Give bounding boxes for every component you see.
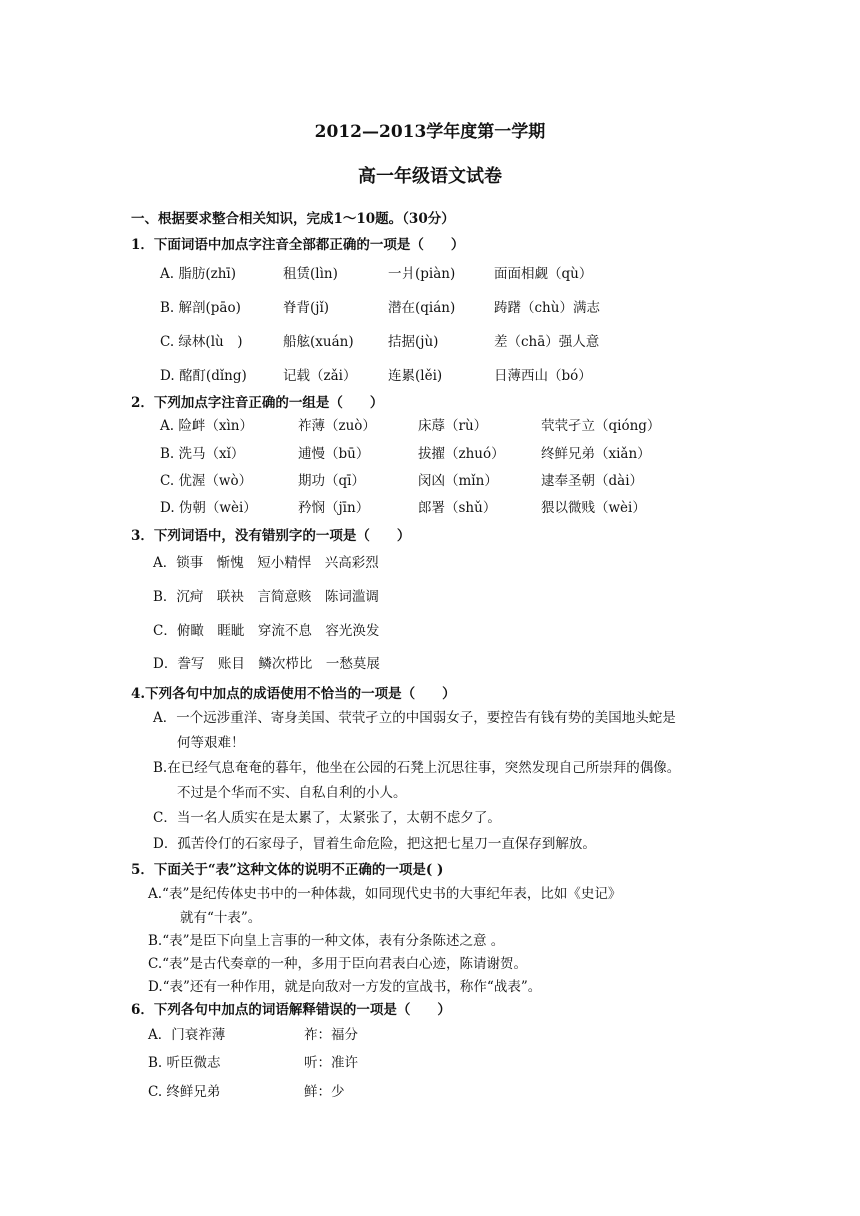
- q1-option-d-4: 日薄西山（bó）: [494, 368, 592, 384]
- q2-option-c-1: C. 优渥（wò）: [160, 473, 253, 489]
- q2-option-c-4: 逮奉圣朝（dài）: [541, 473, 644, 489]
- question-2-stem: 2．下列加点字注音正确的一组是（ ）: [131, 395, 384, 411]
- q3-option-d: D．誊写 账目 鳞次栉比 一愁莫展: [153, 656, 380, 672]
- q1-option-b-2: 脊背(jǐ): [283, 300, 330, 316]
- question-4-stem: 4.下列各句中加点的成语使用不恰当的一项是（ ）: [131, 686, 456, 702]
- q5-option-c: C.“表”是古代奏章的一种，多用于臣向君表白心迹，陈请谢贺。: [148, 956, 527, 972]
- q1-option-c-3: 拮据(jù): [388, 334, 439, 350]
- q1-option-a-2: 租赁(lìn): [283, 266, 338, 282]
- q6-option-b-phrase: B. 听臣微志: [148, 1055, 221, 1071]
- q3-option-b: B．沉疴 联袂 言简意赅 陈词滥调: [153, 589, 379, 605]
- q2-option-d-3: 郎署（shǔ）: [418, 500, 497, 516]
- q1-option-a-1: A. 脂肪(zhī): [160, 266, 236, 282]
- q1-option-b-3: 潜在(qián): [388, 300, 456, 316]
- q5-option-a-cont: 就有“十表”。: [180, 910, 262, 926]
- q1-option-b-4: 踌躇（chù）满志: [494, 300, 600, 316]
- q4-option-c: C．当一名人质实在是太累了，太紧张了，太朝不虑夕了。: [153, 810, 501, 826]
- q4-option-d: D．孤苦伶仃的石家母子，冒着生命危险，把这把七星刀一直保存到解放。: [153, 836, 596, 852]
- q5-option-b: B.“表”是臣下向皇上言事的一种文体，表有分条陈述之意 。: [148, 933, 505, 949]
- exam-title-subject: 高一年级语文试卷: [358, 166, 502, 187]
- q6-option-c-gloss: 鲜：少: [304, 1084, 345, 1100]
- q1-option-c-2: 船舷(xuán): [283, 334, 354, 350]
- q4-option-b-cont: 不过是个华而不实、自私自利的小人。: [177, 785, 407, 801]
- q1-option-a-3: 一爿(piàn): [388, 266, 456, 282]
- q3-option-a: A．锁事 惭愧 短小精悍 兴高彩烈: [153, 555, 379, 571]
- q2-option-d-1: D. 伪朝（wèi）: [160, 500, 257, 516]
- q1-option-b-1: B. 解剖(pāo): [160, 300, 241, 316]
- q1-option-a-4: 面面相觑（qù）: [494, 266, 593, 282]
- q6-option-a-gloss: 祚：福分: [304, 1027, 358, 1043]
- q1-option-c-1: C. 绿林(lù ): [160, 334, 243, 350]
- section-heading: 一、根据要求整合相关知识，完成1～10题。（30分）: [131, 211, 455, 227]
- q6-option-c-phrase: C. 终鲜兄弟: [148, 1084, 221, 1100]
- q5-option-d: D.“表”还有一种作用，就是向敌对一方发的宣战书，称作“战表”。: [148, 979, 542, 995]
- question-1-stem: 1．下面词语中加点字注音全部都正确的一项是（ ）: [131, 237, 465, 253]
- q2-option-d-2: 矜悯（jīn）: [298, 500, 370, 516]
- q1-option-c-4: 差（chā）强人意: [494, 334, 600, 350]
- q2-option-b-1: B. 洗马（xǐ）: [160, 446, 245, 462]
- q4-option-b: B.在已经气息奄奄的暮年，他坐在公园的石凳上沉思往事，突然发现自己所崇拜的偶像。: [153, 760, 681, 776]
- q2-option-a-2: 祚薄（zuò）: [298, 418, 376, 434]
- q4-option-a-cont: 何等艰难！: [177, 735, 245, 751]
- q2-option-b-2: 逋慢（bū）: [298, 446, 370, 462]
- q2-option-b-4: 终鲜兄弟（xiǎn）: [541, 446, 651, 462]
- q6-option-b-gloss: 听：准许: [304, 1055, 358, 1071]
- q2-option-a-4: 茕茕孑立（qióng）: [541, 418, 661, 434]
- q2-option-a-3: 床蓐（rù）: [418, 418, 488, 434]
- q4-option-a: A．一个远涉重洋、寄身美国、茕茕孑立的中国弱女子，要控告有钱有势的美国地头蛇是: [153, 710, 676, 726]
- q2-option-d-4: 猥以微贱（wèi）: [541, 500, 646, 516]
- exam-title-year: 2012—2013学年度第一学期: [314, 122, 546, 142]
- q1-option-d-2: 记载（zǎi）: [283, 368, 357, 384]
- question-5-stem: 5．下面关于“表”这种文体的说明不正确的一项是( ): [131, 862, 444, 878]
- q5-option-a: A.“表”是纪传体史书中的一种体裁，如同现代史书的大事纪年表，比如《史记》: [148, 886, 622, 902]
- question-6-stem: 6．下列各句中加点的词语解释错误的一项是（ ）: [131, 1002, 451, 1018]
- q6-option-a-phrase: A．门衰祚薄: [148, 1027, 226, 1043]
- q2-option-c-2: 期功（qī）: [298, 473, 365, 489]
- q2-option-b-3: 拔擢（zhuó）: [418, 446, 505, 462]
- q1-option-d-1: D. 酩酊(dǐng): [160, 368, 247, 384]
- q1-option-d-3: 连累(lěi): [388, 368, 443, 384]
- q3-option-c: C．俯瞰 睚眦 穿流不息 容光涣发: [153, 623, 380, 639]
- q2-option-a-1: A. 险衅（xìn）: [160, 418, 253, 434]
- q2-option-c-3: 闵凶（mǐn）: [418, 473, 498, 489]
- question-3-stem: 3．下列词语中，没有错别字的一项是（ ）: [131, 528, 411, 544]
